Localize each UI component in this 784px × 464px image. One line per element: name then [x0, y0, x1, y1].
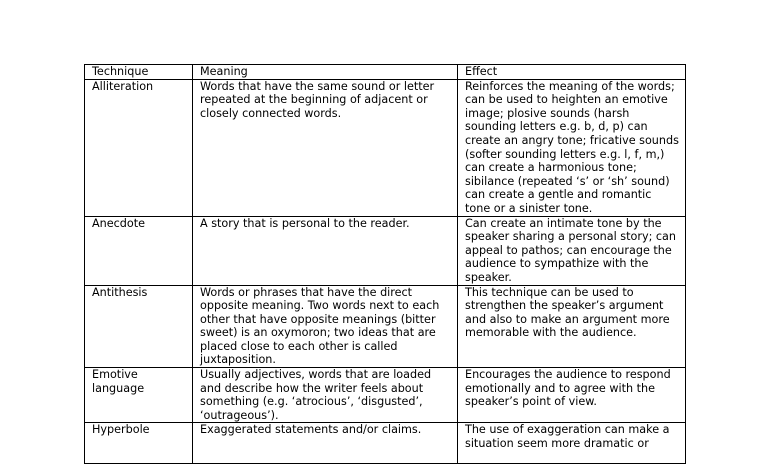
meaning-cell: Words that have the same sound or letter repeated at the beginning of adjacent or closely connected words.	[193, 79, 458, 216]
technique-cell: Hyperbole	[85, 423, 193, 464]
header-effect: Effect	[458, 65, 686, 80]
effect-cell: Encourages the audience to respond emotionally and to agree with the speaker’s point of view.	[458, 368, 686, 423]
table-row	[85, 368, 686, 423]
technique-cell: Antithesis	[85, 285, 193, 368]
effect-cell: This technique can be used to strengthen the speaker’s argument and also to make an argument more memorable with the audience.	[458, 285, 686, 368]
techniques-table	[84, 64, 686, 464]
technique-cell: Anecdote	[85, 216, 193, 285]
table-row	[85, 285, 686, 368]
table-row	[85, 423, 686, 464]
meaning-cell: Usually adjectives, words that are loaded and describe how the writer feels about something (e.g. ‘atrocious’, ‘disgusted’, ‘outrageous’).	[193, 368, 458, 423]
table-row	[85, 79, 686, 216]
meaning-cell: Exaggerated statements and/or claims.	[193, 423, 458, 464]
table-row	[85, 216, 686, 285]
effect-cell: Reinforces the meaning of the words; can be used to heighten an emotive image; plosive sounds (harsh sounding letters e.g. b, d, p) can create an angry tone; fricative sounds (softer sounding letters e.g. l, f, m,) can create a harmonious tone; sibilance (repeated ‘s’ or ‘sh’ sound) can create a gentle and romantic tone or a sinister tone.	[458, 79, 686, 216]
header-meaning: Meaning	[193, 65, 458, 80]
header-technique: Technique	[85, 65, 193, 80]
technique-cell: Alliteration	[85, 79, 193, 216]
effect-cell: The use of exaggeration can make a situation seem more dramatic or	[458, 423, 686, 464]
effect-cell: Can create an intimate tone by the speaker sharing a personal story; can appeal to pathos; can encourage the audience to sympathize with the speaker.	[458, 216, 686, 285]
meaning-cell: A story that is personal to the reader.	[193, 216, 458, 285]
meaning-cell: Words or phrases that have the direct opposite meaning. Two words next to each other that have opposite meanings (bitter sweet) is an oxymoron; two ideas that are placed close to each other is called juxtaposition.	[193, 285, 458, 368]
technique-cell: Emotive language	[85, 368, 193, 423]
table-header-row	[85, 65, 686, 80]
